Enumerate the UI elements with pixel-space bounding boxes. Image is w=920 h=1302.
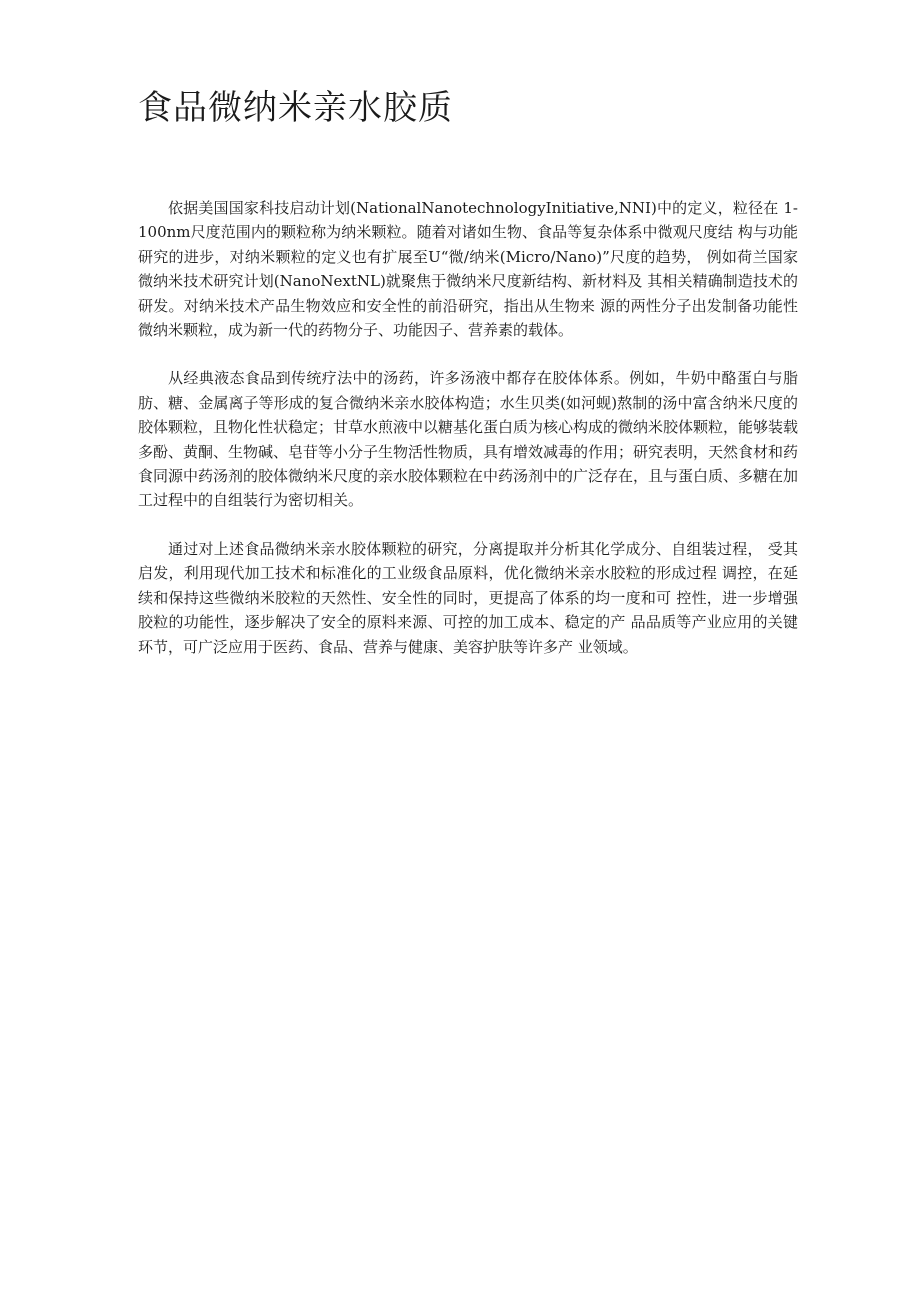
paragraph-industrial-application: 通过对上述食品微纳米亲水胶体颗粒的研究，分离提取并分析其化学成分、自组装过程， 受其启发，利用现代加工技术和标准化的工业级食品原料，优化微纳米亲水胶粒的形成过程 调控，在延续和保持这些微纳米胶粒的天然性、安全性的同时，更提高了体系的均一度和可 控性，进一步增强胶粒的功能性，逐步解决了安全的原料来源、可控的加工成本、稳定的产 品品质等产业应用的关键环节，可广泛应用于医药、食品、营养与健康、美容护肤等许多产 业领域。 bbox=[138, 539, 798, 656]
page-title: 食品微纳米亲水胶质 bbox=[138, 88, 453, 128]
paragraph-colloid-in-soups: 从经典液态食品到传统疗法中的汤药，许多汤液中都存在胶体体系。例如，牛奶中酪蛋白与脂肪、糖、金属离子等形成的复合微纳米亲水胶体构造；水生贝类(如河蚬)熬制的汤中富含纳米尺度的胶体颗粒，且物化性状稳定；甘草水煎液中以糖基化蛋白质为核心构成的微纳米胶体颗粒，能够装载多酚、黄酮、生物碱、皂苷等小分子生物活性物质，具有增效减毒的作用；研究表明，天然食材和药食同源中药汤剂的胶体微纳米尺度的亲水胶体颗粒在中药汤剂中的广泛存在，且与蛋白质、多糖在加工过程中的自组装行为密切相关。 bbox=[138, 369, 799, 510]
paragraph-nano-definition: 依据美国国家科技启动计划(NationalNanotechnologyInitiative,NNI)中的定义，粒径在 1-100nm尺度范围内的颗粒称为纳米颗粒。随着对诸如生物、食品等复杂体系中微观尺度结 构与功能研究的进步，对纳米颗粒的定义也有扩展至U“微/纳米(Micro/Nano)”尺度的趋势， 例如荷兰国家微纳米技术研究计划(NanoNextNL)就聚焦于微纳米尺度新结构、新材料及 其相关精确制造技术的研发。对纳米技术产品生物效应和安全性的前沿研究，指出从生物来 源的两性分子出发制备功能性微纳米颗粒，成为新一代的药物分子、功能因子、营养素的载体。 bbox=[138, 199, 798, 340]
document-body bbox=[138, 196, 798, 683]
